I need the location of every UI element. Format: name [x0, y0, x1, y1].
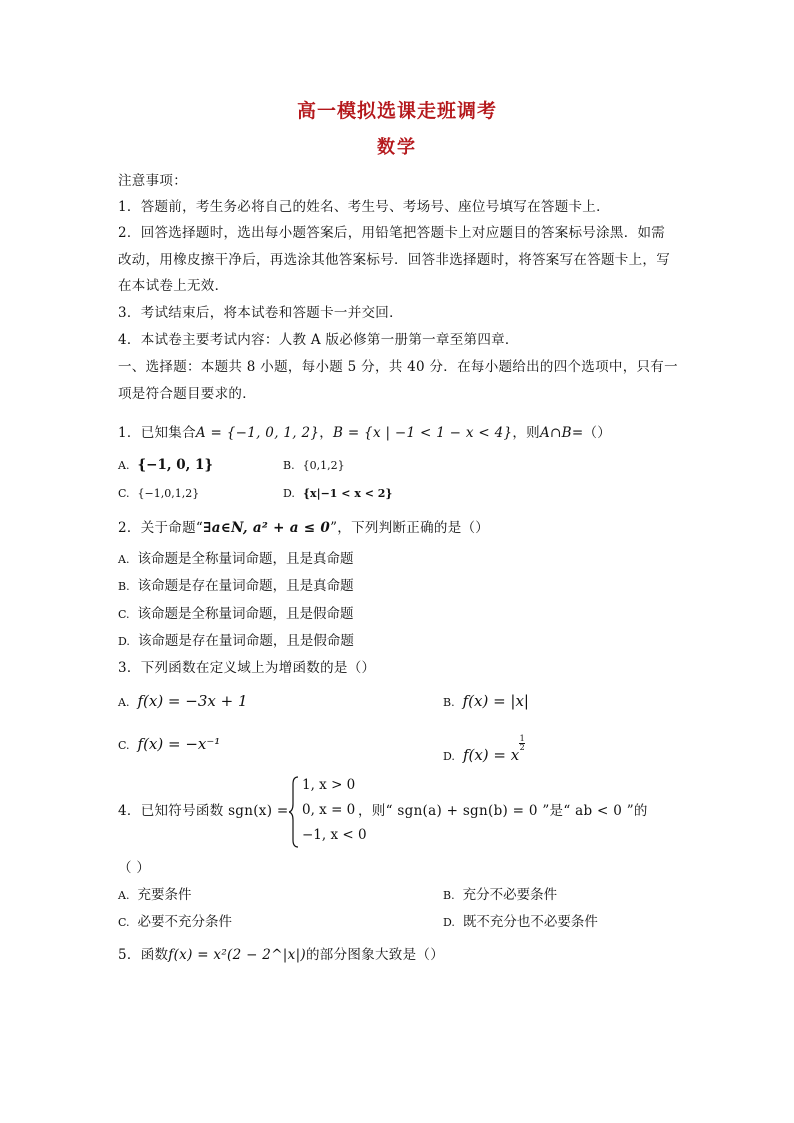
- q1-prefix: 1．已知集合: [118, 425, 196, 441]
- question-5-stem: 5．函数f(x) = x²(2 − 2^|x|)的部分图象大致是（）: [118, 947, 444, 963]
- note-line: 3．考试结束后，将本试卷和答题卡一并交回．: [118, 305, 403, 321]
- q1-option-c: C. {−1,0,1,2}: [118, 487, 200, 500]
- q2-option-a: A. 该命题是全称量词命题，且是真命题: [118, 551, 354, 567]
- q5-expr: f(x) = x²(2 − 2^|x|): [168, 947, 306, 963]
- q4-option-d: D. 既不充分也不必要条件: [443, 914, 598, 930]
- notes-heading: 注意事项：: [118, 173, 187, 189]
- question-3-stem: 3．下列函数在定义域上为增函数的是（）: [118, 660, 376, 676]
- section-instructions: 一、选择题：本题共 8 小题，每小题 5 分，共 40 分．在每小题给出的四个选项中，只有一: [118, 359, 678, 375]
- note-line: 改动，用橡皮擦干净后，再选涂其他答案标号．回答非选择题时，将答案写在答题卡上，写: [118, 252, 670, 268]
- q4-option-a: A. 充要条件: [118, 887, 192, 903]
- q4-option-b: B. 充分不必要条件: [443, 887, 558, 903]
- question-4-stem-mid: ，则“ sgn(a) + sgn(b) = 0 ”是“ ab < 0 ”的: [358, 803, 648, 819]
- q1-option-d: D. {x|−1 < x < 2}: [283, 487, 393, 500]
- q3-option-c: C. f(x) = −x⁻¹: [118, 735, 221, 753]
- exam-title: 高一模拟选课走班调考: [296, 100, 497, 122]
- q2-option-b: B. 该命题是存在量词命题，且是真命题: [118, 578, 354, 594]
- q4-option-c: C. 必要不充分条件: [118, 914, 233, 930]
- note-line: 在本试卷上无效．: [118, 278, 229, 294]
- q1-expr: A∩B: [539, 425, 572, 441]
- section-instructions: 项是符合题目要求的．: [118, 386, 256, 402]
- q3-option-a: A. f(x) = −3x + 1: [118, 692, 248, 710]
- q1-suffix-pre: ，则: [512, 425, 540, 441]
- subject-title: 数学: [377, 137, 417, 158]
- piecewise-case: −1, x < 0: [302, 827, 367, 843]
- q2-expr: ∃a∈N, a² + a ≤ 0: [203, 520, 331, 536]
- q3-option-b: B. f(x) = |x|: [443, 692, 529, 710]
- question-4-stem-prefix: 4．已知符号函数 sgn(x) =: [118, 803, 289, 819]
- q3-option-d: D. f(x) = x $\frac{1}{2}$: [443, 734, 525, 764]
- q1-suffix: =（）: [571, 425, 612, 441]
- piecewise-case: 1, x > 0: [302, 777, 356, 793]
- q2-option-d: D. 该命题是存在量词命题，且是假命题: [118, 633, 354, 649]
- question-2-stem: 2．关于命题“∃a∈N, a² + a ≤ 0”，下列判断正确的是（）: [118, 520, 490, 536]
- q1-set-b: B = {x | −1 < 1 − x < 4}: [333, 425, 513, 441]
- q1-option-b: B. {0,1,2}: [283, 459, 345, 472]
- piecewise-case: 0, x = 0: [302, 802, 356, 818]
- fraction-exponent: $\frac{1}{2}$: [519, 734, 525, 752]
- note-line: 4．本试卷主要考试内容：人教 A 版必修第一册第一章至第四章．: [118, 332, 519, 348]
- q1-comma: ，: [319, 425, 334, 441]
- question-1-stem: [118, 424, 611, 442]
- note-line: 2．回答选择题时，选出每小题答案后，用铅笔把答题卡上对应题目的答案标号涂黑．如需: [118, 225, 666, 241]
- answer-blank: （ ）: [118, 860, 151, 876]
- q2-option-c: C. 该命题是全称量词命题，且是假命题: [118, 606, 354, 622]
- piecewise-brace: [289, 776, 299, 848]
- q1-option-a: A. {−1, 0, 1}: [118, 457, 214, 473]
- q1-set-a: A = {−1, 0, 1, 2}: [195, 425, 320, 441]
- note-line: 1．答题前，考生务必将自己的姓名、考生号、考场号、座位号填写在答题卡上．: [118, 199, 610, 215]
